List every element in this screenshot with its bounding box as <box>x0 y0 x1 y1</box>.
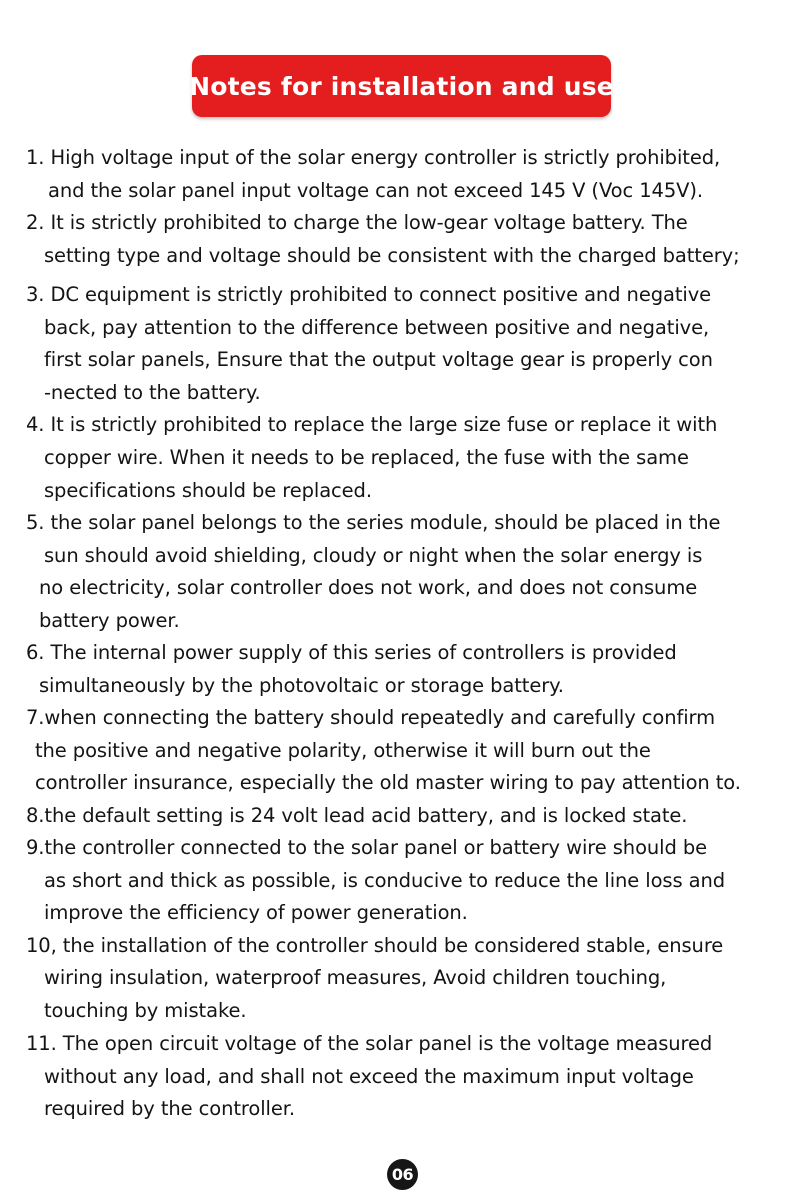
note-7-line-2: the positive and negative polarity, otherwise it will burn out the <box>35 739 651 762</box>
note-4-line-1: 4. It is strictly prohibited to replace the large size fuse or replace it with <box>26 413 718 436</box>
note-2-line-2: setting type and voltage should be consistent with the charged battery; <box>44 244 740 267</box>
page-title: Notes for installation and use <box>189 71 614 101</box>
note-3-line-2: back, pay attention to the difference between positive and negative, <box>44 316 710 339</box>
note-8-line-1: 8.the default setting is 24 volt lead acid battery, and is locked state. <box>26 804 688 827</box>
note-3-line-4: -nected to the battery. <box>44 381 261 404</box>
note-1-line-2: and the solar panel input voltage can not exceed 145 V (Voc 145V). <box>48 179 703 202</box>
note-5-line-4: battery power. <box>39 609 180 632</box>
note-2-line-1: 2. It is strictly prohibited to charge the low-gear voltage battery. The <box>26 211 688 234</box>
note-9-line-3: improve the efficiency of power generation. <box>44 901 468 924</box>
note-9-line-2: as short and thick as possible, is conducive to reduce the line loss and <box>44 869 726 892</box>
note-4-line-2: copper wire. When it needs to be replaced, the fuse with the same <box>44 446 689 469</box>
note-6-line-2: simultaneously by the photovoltaic or storage battery. <box>39 674 564 697</box>
note-5-line-2: sun should avoid shielding, cloudy or night when the solar energy is <box>44 544 703 567</box>
note-5-line-3: no electricity, solar controller does not work, and does not consume <box>39 576 698 599</box>
note-3-line-3: first solar panels, Ensure that the output voltage gear is properly con <box>44 348 713 371</box>
note-10-line-3: touching by mistake. <box>44 999 247 1022</box>
note-9-line-1: 9.the controller connected to the solar panel or battery wire should be <box>26 836 708 859</box>
note-7-line-1: 7.when connecting the battery should repeatedly and carefully confirm <box>26 706 716 729</box>
note-10-line-1: 10, the installation of the controller should be considered stable, ensure <box>26 934 724 957</box>
note-11-line-3: required by the controller. <box>44 1097 295 1120</box>
note-11-line-2: without any load, and shall not exceed the maximum input voltage <box>44 1065 694 1088</box>
note-5-line-1: 5. the solar panel belongs to the series module, should be placed in the <box>26 511 721 534</box>
page-number: 06 <box>387 1159 418 1190</box>
note-11-line-1: 11. The open circuit voltage of the solar panel is the voltage measured <box>26 1032 713 1055</box>
note-6-line-1: 6. The internal power supply of this series of controllers is provided <box>26 641 677 664</box>
note-3-line-1: 3. DC equipment is strictly prohibited to connect positive and negative <box>26 283 712 306</box>
note-7-line-3: controller insurance, especially the old master wiring to pay attention to. <box>35 771 741 794</box>
note-10-line-2: wiring insulation, waterproof measures, Avoid children touching, <box>44 966 667 989</box>
note-1-line-1: 1. High voltage input of the solar energy controller is strictly prohibited, <box>26 146 721 169</box>
note-4-line-3: specifications should be replaced. <box>44 479 372 502</box>
